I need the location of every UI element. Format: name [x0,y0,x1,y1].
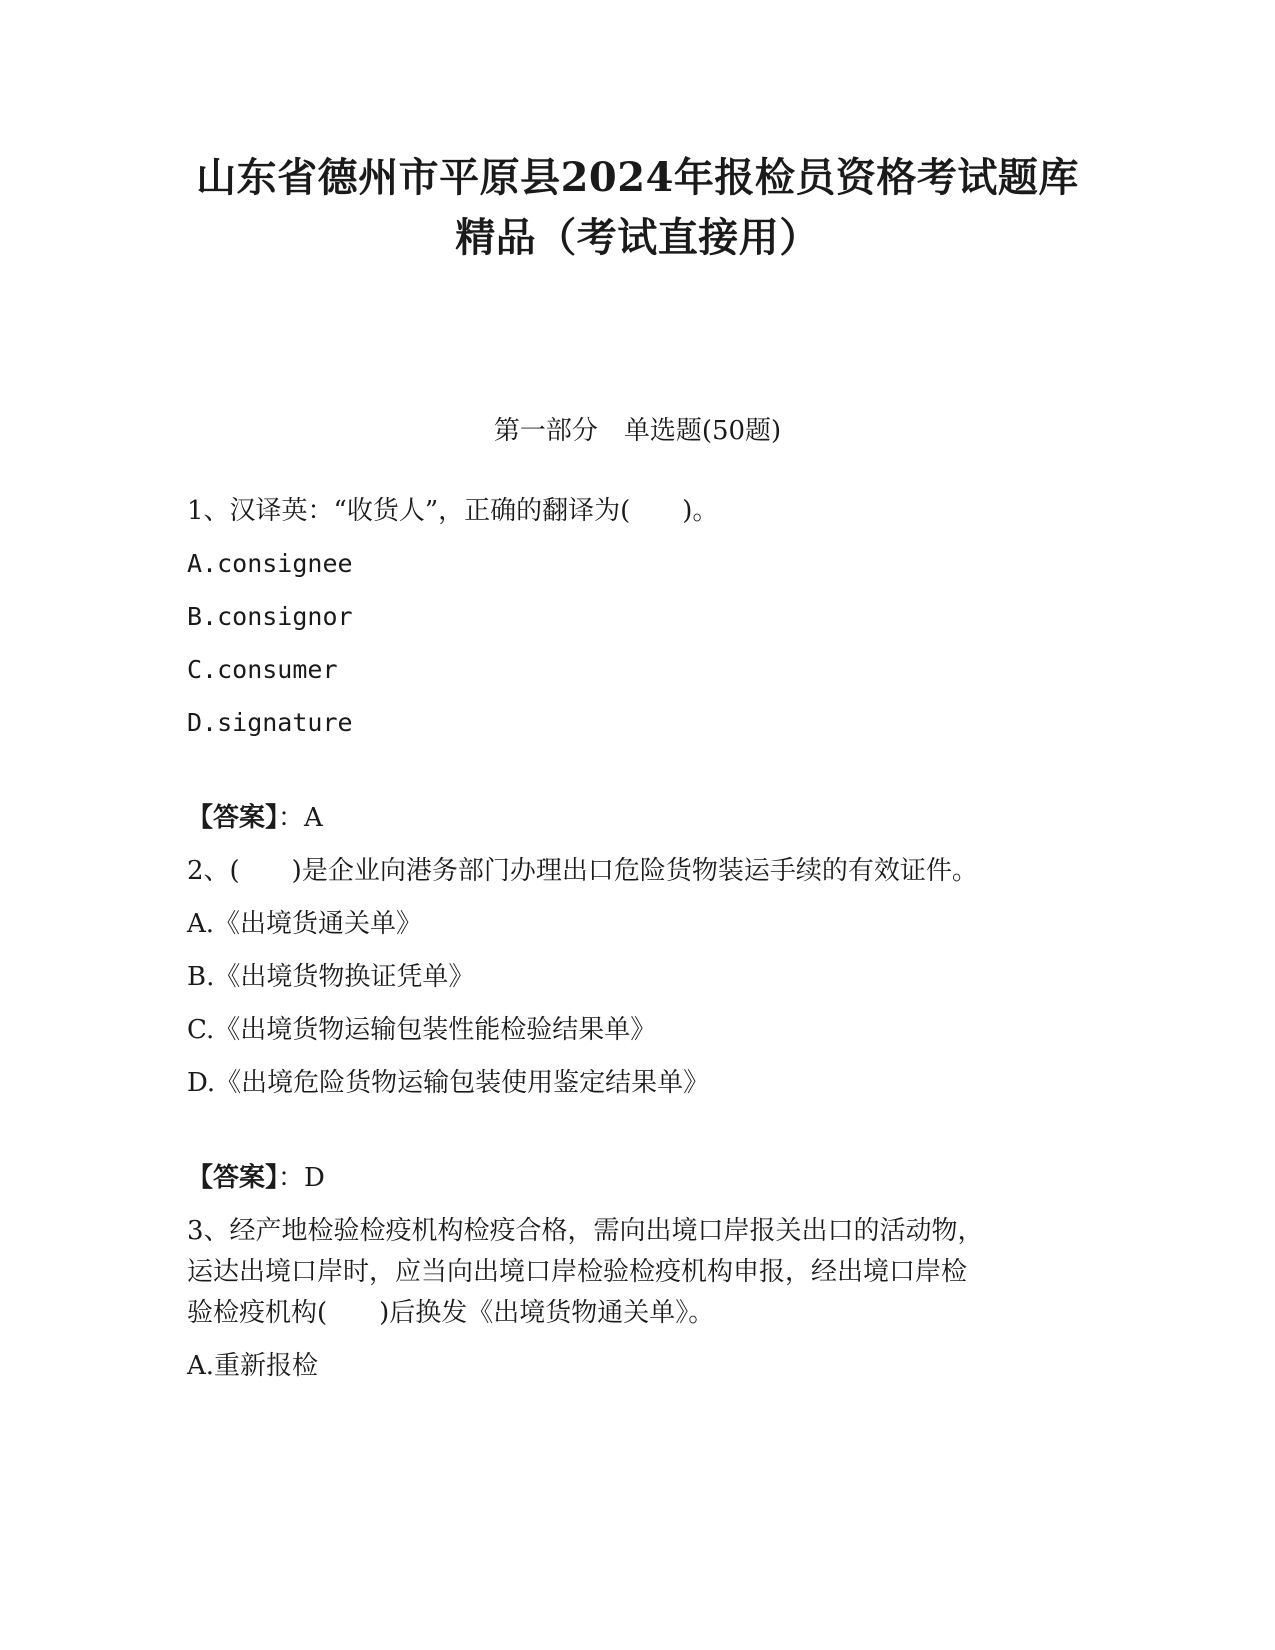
answer-value: ：D [278,1163,325,1193]
document-title-line-1: 山东省德州市平原县2024年报检员资格考试题库 [196,154,1079,201]
question-2-stem: 2、( )是企业向港务部门办理出口危险货物装运手续的有效证件。 [187,856,978,886]
question-2-option-c: C.《出境货物运输包装性能检验结果单》 [187,1015,657,1045]
section-heading: 第一部分 单选题(50题) [493,416,782,446]
question-3-stem-line-2: 运达出境口岸时，应当向出境口岸检验检疫机构申报，经出境口岸检 [187,1257,968,1287]
question-1-stem: 1、汉译英：“收货人”，正确的翻译为( )。 [187,496,719,526]
question-3-stem-line-1: 3、经产地检验检疫机构检疫合格，需向出境口岸报关出口的活动物， [187,1216,984,1246]
question-1-option-a: A.consignee [187,549,353,578]
question-1-option-c: C.consumer [187,655,338,684]
question-2-option-b: B.《出境货物换证凭单》 [187,962,475,992]
question-1-answer [187,800,1087,836]
question-2-answer [187,1160,1087,1196]
question-3-option-a: A.重新报检 [187,1351,319,1381]
question-2-option-d: D.《出境危险货物运输包装使用鉴定结果单》 [187,1068,710,1098]
answer-value: ：A [278,803,323,833]
question-1-option-d: D.signature [187,708,353,737]
answer-label: 【答案】 [187,803,279,833]
question-3-stem-line-3: 验检疫机构( )后换发《出境货物通关单》。 [187,1298,715,1328]
document-title-line-2: 精品（考试直接用） [455,214,820,261]
question-1-option-b: B.consignor [187,602,353,631]
question-2-option-a: A.《出境货通关单》 [187,909,423,939]
answer-label: 【答案】 [187,1163,279,1193]
